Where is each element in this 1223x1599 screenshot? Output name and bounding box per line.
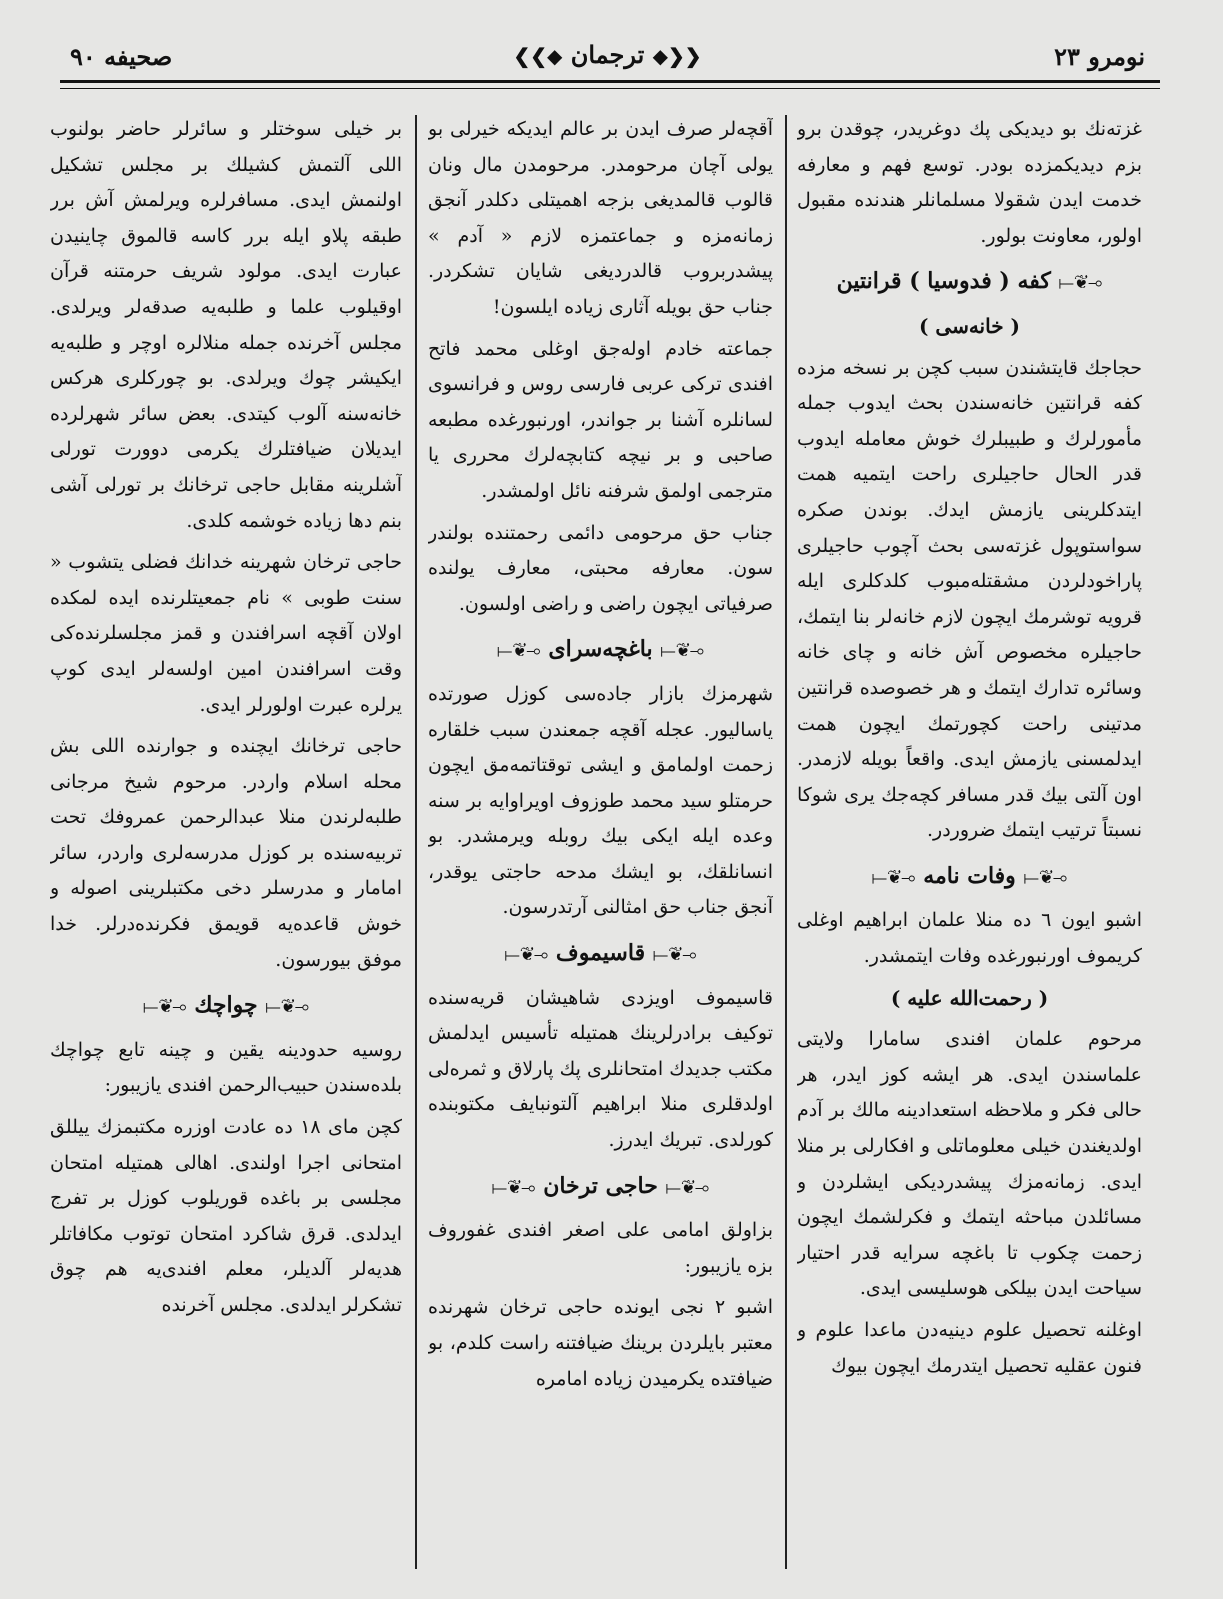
section-heading-kefe	[797, 264, 1142, 301]
ornament-icon: ⟜❦⟞	[491, 1176, 536, 1198]
column-left	[50, 112, 402, 1572]
paragraph: کچن مای ۱۸ ده عادت اوزره مکتبمزك ییللق امتحانی اجرا اولندی. اهالی همتیله امتحان مجلسی بر باغده قوریلوب کوزل بر تفرج ایدلدی. قرق شاکرد امتحان توتوب مکافاتلر هدیه‌لر آلدیلر، معلم افندی‌یه هم چوق تشکرلر ایدلدی. مجلس آخرنده	[50, 1116, 402, 1316]
ornament-icon: ⟜❦⟞	[504, 944, 549, 966]
column-divider-right	[785, 115, 787, 1569]
ornament-icon: ⟜❦⟞	[665, 1176, 710, 1198]
section-heading-baghche	[428, 632, 773, 669]
paragraph: آقچه‌لر صرف ایدن بر عالم ایدیکه خیرلی بو یولی آچان مرحومدر. مرحومدن مال ونان قالوب قالمدیغی بزجه اهمیتلی دکلدر آنجق زمانه‌مزه و جماعتمزه لازم « آدم » پیشدربروب قالدردیغی شایان تشکردر. جناب حق بویله آثاری زیاده ایلسون!	[428, 118, 773, 318]
paragraph: روسیه حدودینه یقین و چینه تابع چواچك بلده‌سندن حبیب‌الرحمن افندی یازیبور:	[50, 1038, 402, 1097]
ornament-left-icon: ❮❮◆	[652, 44, 702, 68]
paragraph: مرحوم علمان افندی سامارا ولایتی علماسندن ایدی. هر ایشه کوز ایدر، هر حالی فکر و ملاحظه استعدادینه مالك بر آدم اولدیغندن خیلی معلوماتلی و افکارلی بر منلا ایدی. زمانه‌مزك پیشدردیکی ایشلردن و مسائلدن مباحثه ایتمك و فکرلشمك ایچون زحمت چکوب تا باغچه سرایه قدر احتیار سیاحت ایدن بیلکی هوسلیسی ایدی.	[797, 1028, 1142, 1300]
paragraph: اشبو ۲ نجی ایونده حاجی ترخان شهرنده معتبر بایلردن برینك ضیافتنه راست کلدم، بو ضیافتده یکرمیدن زیاده امامره	[428, 1296, 773, 1390]
issue-number: نومرو ۲۳	[1054, 42, 1145, 71]
newspaper-title: ترجمان	[570, 40, 645, 69]
section-subheading: ( رحمت‌الله علیه )	[890, 985, 1049, 1010]
column-right	[797, 112, 1142, 1572]
ornament-icon: ⟜❦⟞	[871, 866, 916, 888]
section-title: باغچه‌سرای	[548, 636, 653, 663]
paragraph: اوغلنه تحصیل علوم دینیه‌دن ماعدا علوم و فنون عقلیه تحصیل ایتدرمك ایچون بیوك	[797, 1319, 1142, 1377]
ornament-icon: ⟜❦⟞	[496, 640, 541, 662]
ornament-right-icon: ◆❯❯	[513, 44, 563, 68]
ornament-icon: ⟜❦⟞	[1023, 866, 1068, 888]
section-title: وفات نامه	[923, 862, 1016, 889]
ornament-icon: ⟜❦⟞	[660, 640, 705, 662]
section-heading-haji-tarkhan	[428, 1169, 773, 1206]
paragraph: بر خیلی سوختلر و سائرلر حاضر بولنوب اللی آلتمش کشیلك بر مجلس تشکیل اولنمش ایدی. مسافرلره ویرلمش آش برر طبقه پلاو ایله برر کاسه قالموق چاینیدن عبارت ایدی. مولود شریف حرمتنه قرآن اوقیلوب علما و طلبه‌یه صدقه‌لر ویرلدی. مجلس آخرنده جمله منلالره اوچر و طلبه‌یه ایکیشر چوك ویرلدی. بو چورکلری هرکس خانه‌سنه آلوب کیتدی. بعض سائر شهرلرده ایدیلان ضیافتلرك یکرمی دوورت تورلی آشلرینه مقابل حاجی ترخانك بر تورلی آشی بنم دها زیاده خوشمه کلدی.	[50, 118, 402, 532]
paragraph: غزته‌نك بو دیدیکی پك دوغریدر، چوقدن برو بزم دیدیکمزده بودر. توسع فهم و معارفه خدمت ایدن شقولا مسلمانلر هندنده مقبول اولور، معاونت بولور.	[797, 118, 1142, 247]
section-heading-chuvachak	[50, 988, 402, 1025]
page-header	[60, 40, 1155, 80]
ornament-icon: ⟜❦⟞	[265, 996, 310, 1018]
page-number: صحیفه ۹۰	[70, 42, 173, 71]
paragraph: جناب حق مرحومی دائمی رحمتنده بولندر سون. معارفه محبتی، معارف یولنده صرفیاتی ایچون راضی و راضی اولسون.	[428, 521, 773, 615]
section-title: چواچك	[194, 992, 258, 1019]
section-heading-kasimof	[428, 936, 773, 973]
column-middle	[428, 112, 773, 1572]
masthead	[60, 40, 1155, 69]
section-title: قاسیموف	[555, 940, 646, 967]
paragraph: حاجی ترخان شهرینه خدانك فضلی یتشوب « سنت طوبی » نام جمعیتلرنده ایده لمکده اولان آقچه اسرافندن و قمز مجلسلرنده‌کی وقت اسرافندن امین اولسه‌لر ایدی کوپ یرلره عبرت اولورلر ایدی.	[50, 551, 402, 716]
section-title: کفه ( فدوسیا ) قرانتین	[836, 268, 1051, 295]
section-subheading: ( خانه‌سی )	[918, 313, 1021, 338]
column-divider-left	[415, 115, 417, 1569]
paragraph: حجاجك قایتشندن سبب کچن بر نسخه مزده کفه قرانتین خانه‌سندن بحث ایدوب جمله مأمورلرك و طبیبلرك خوش معامله ایدوب قدر الحال حاجیلری راحت ایتمیه همت ایتدکلرینی یازمش ایدك. بوندن صکره سواستوپول غزته‌سی بحث آچوب حاجیلری پاراخودلردن مشقتله‌مبوب کلدکلری ایله قرویه توشرمك ایچون لازم خانه‌لر بنا ایتمك، حاجیلره مخصوص آش خانه و چای خانه وسائره تدارك ایتمك و هر خصوصده قرانتین مدتینی راحت کچورتمك ایچون همت ایدلمسنی یازمش ایدی. واقعاً بویله لازمدر. اون آلتی بیك قدر مسافر کچه‌جك یری شوکا نسبتاً ترتیب ایتمك ضروردر.	[797, 356, 1142, 842]
ornament-icon: ⟜❦⟞	[1058, 272, 1103, 294]
paragraph: قاسیموف اویزدی شاهیشان قریه‌سنده توکیف برادرلرینك همتیله تأسیس ایدلمش مکتب جدیدك امتحانلری پك پارلاق و ثمره‌لی اولدقلری منلا ابراهیم آلتونبایف مکتوبنده کورلدی. تبریك ایدرز.	[428, 986, 773, 1152]
ornament-icon: ⟜❦⟞	[142, 996, 187, 1018]
paragraph: حاجی ترخانك ایچنده و جوارنده اللی بش محله اسلام واردر. مرحوم شیخ مرجانی طلبه‌لرندن منلا عبدالرحمن عمروفك تحت تربیه‌سنده بر کوزل مدرسه‌لری واردر، سائر امامار و مدرسلر دخی مکتبلرینی اصوله و خوش قاعده‌یه قویمق فکرنده‌درلر. خدا موفق بیورسون.	[50, 735, 402, 971]
paragraph: اشبو ایون ٦ ده منلا علمان ابراهیم اوغلی کریموف اورنبورغده وفات ایتمشدر.	[797, 909, 1142, 968]
paragraph: جماعته خادم اوله‌جق اوغلی محمد فاتح افندی ترکی عربی فارسی روس و فرانسوی لسانلره آشنا بر جواندر، اورنبورغده مطبعه صاحبی و بر نیچه کتابچه‌لرك محرری یا مترجمی اولمق شرفنه نائل اولمشدر.	[428, 337, 773, 502]
ornament-icon: ⟜❦⟞	[652, 944, 697, 966]
header-rule-thin	[60, 88, 1160, 89]
section-heading-vafat	[797, 859, 1142, 896]
header-rule-thick	[60, 80, 1160, 83]
section-title: حاجی ترخان	[543, 1172, 658, 1199]
paragraph: بزاولق امامی علی اصغر افندی غفوروف بزه یازیبور:	[428, 1219, 773, 1277]
paragraph: شهرمزك بازار جاده‌سی کوزل صورتده یاسالیور. عجله آقچه جمعندن سبب خلقاره زحمت اولمامق و ایشی توقتاتمه‌مق ایچون حرمتلو سید محمد طوزوف اویراوایه بر سنه وعده ایله ایکی بیك روبله ویرمشدر. بو انسانلقك، بو ایشك مدحه حاجتی یوقدر، آنجق جناب حق امثالنی آرتدرسون.	[428, 682, 773, 919]
